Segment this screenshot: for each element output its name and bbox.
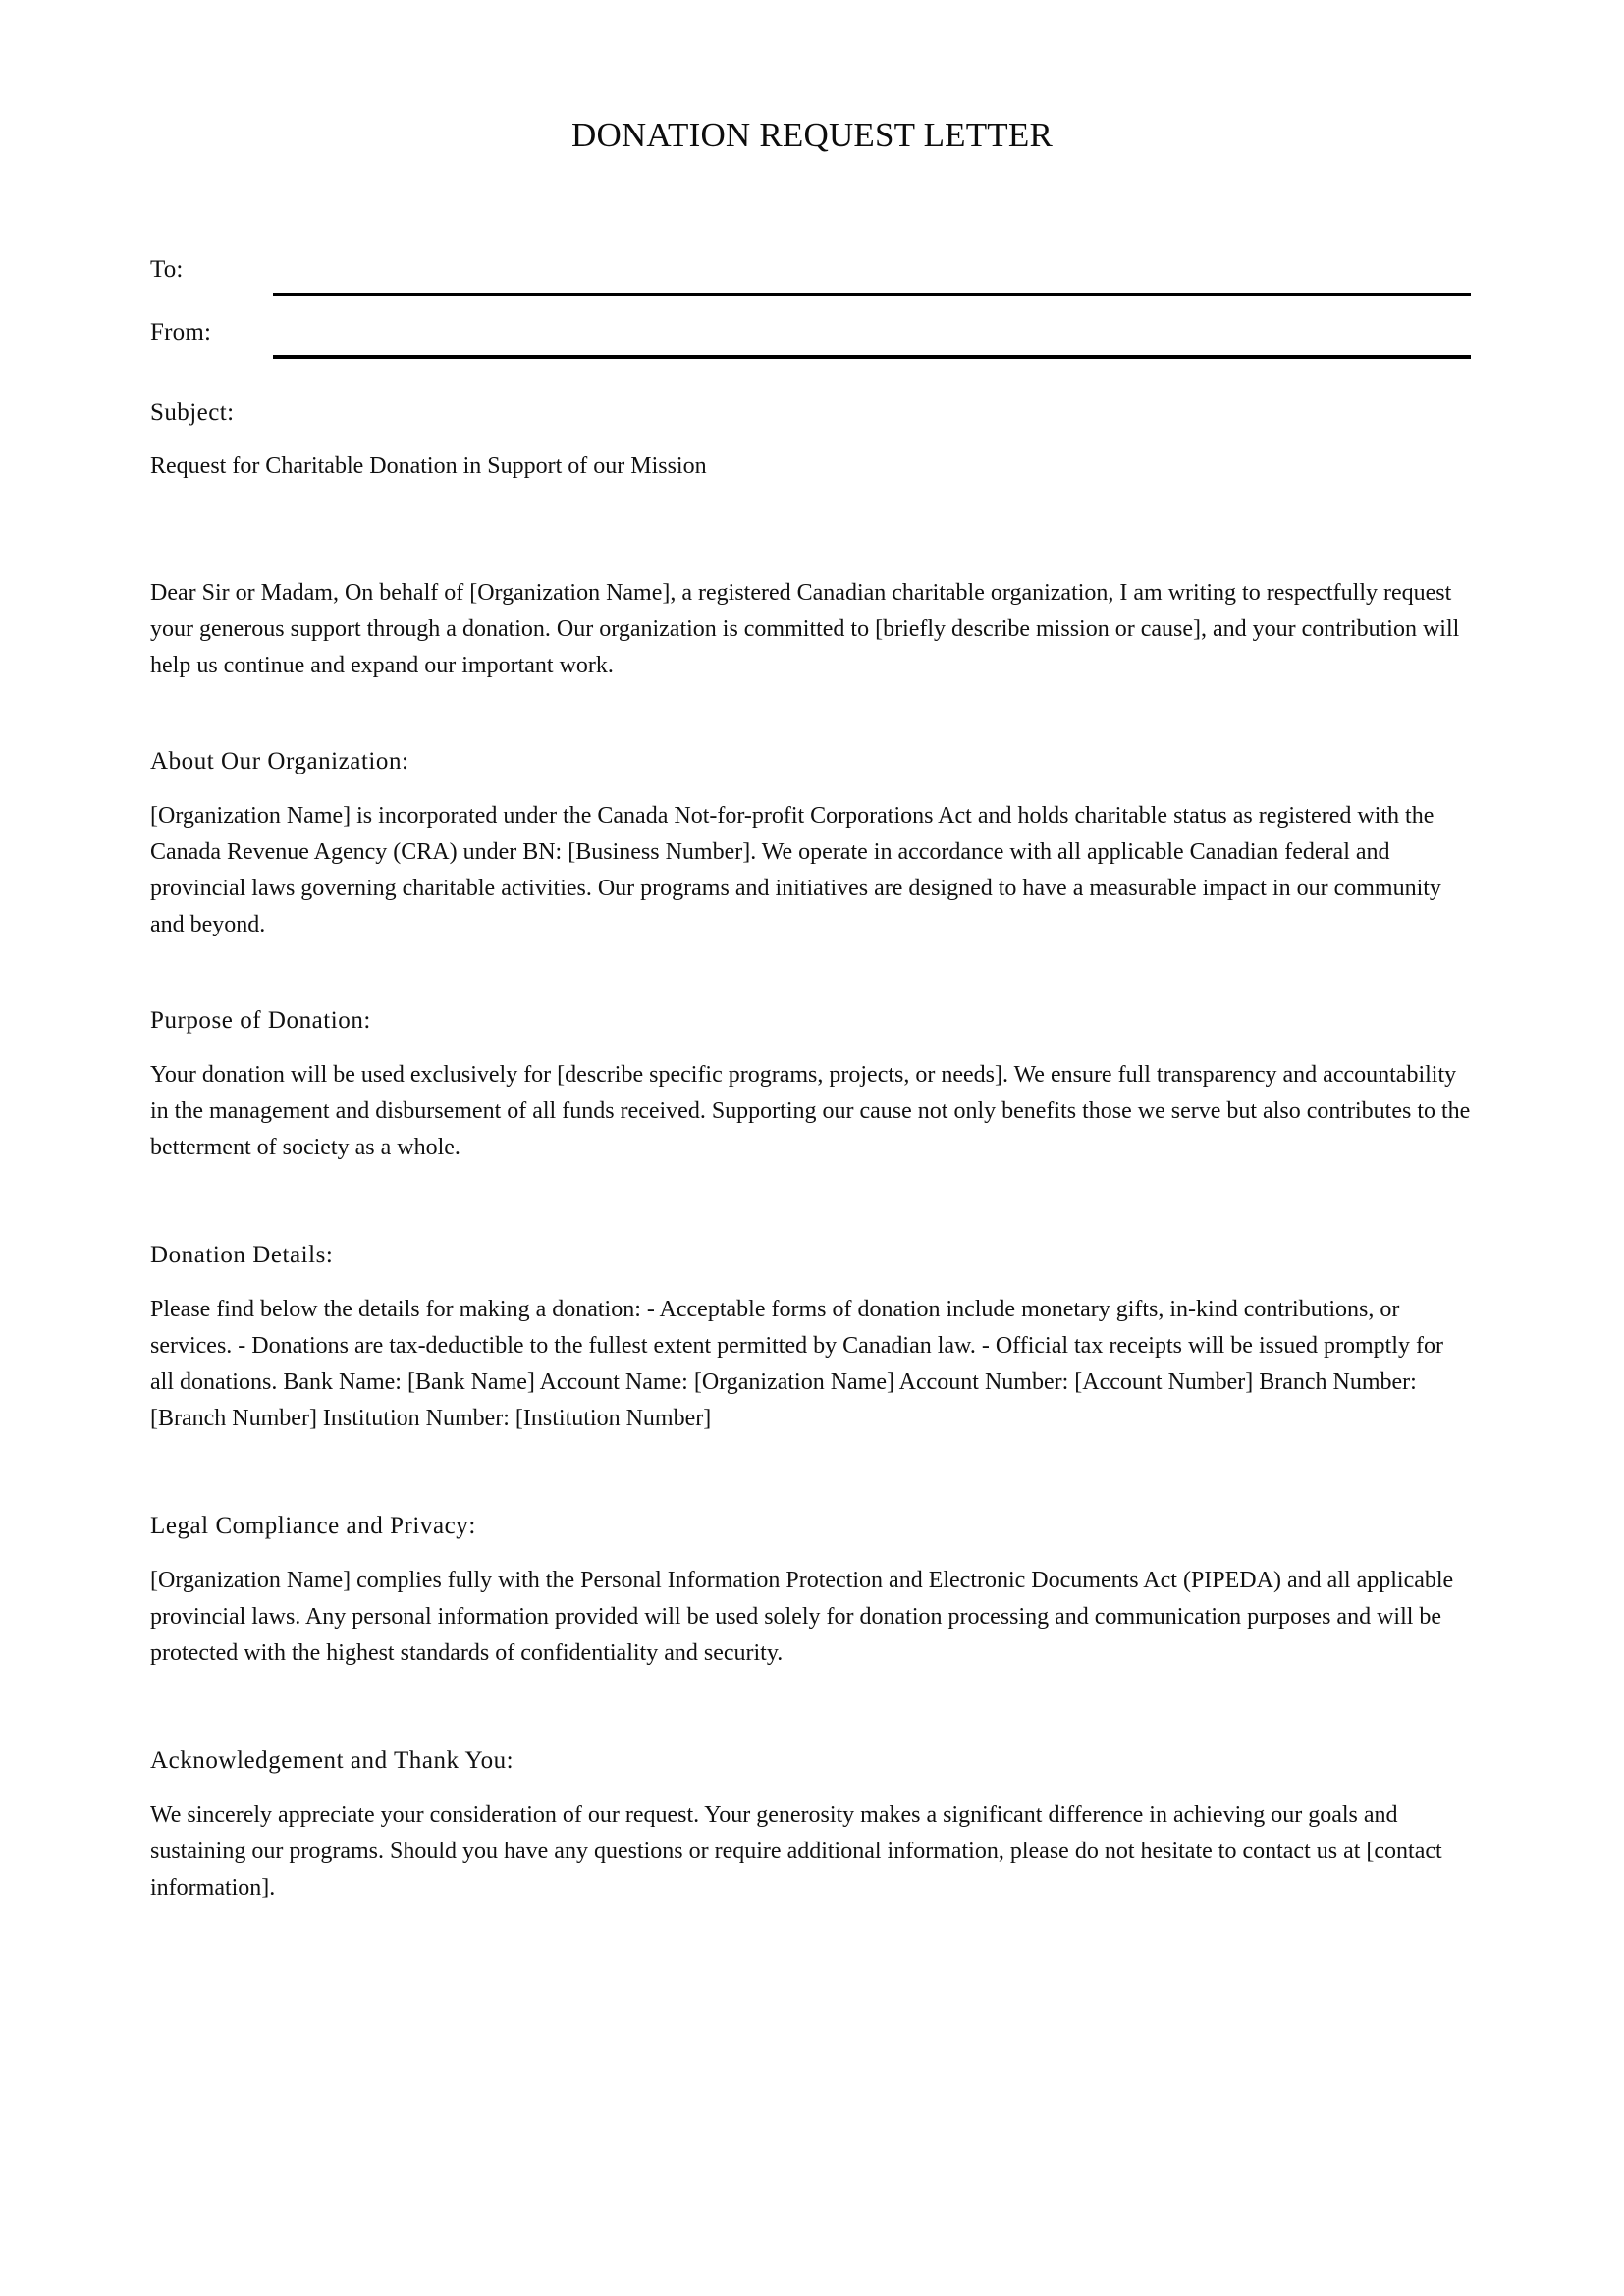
section-body-purpose-of-donation: Your donation will be used exclusively for [describe specific programs, projects, or needs]. We ensure full transparency and accountability in the management and disbursement of all funds received. Supporting our cause not only benefits those we serve but also contributes to the betterment of society as a whole. [150,1062,1471,1160]
letter-body [150,575,1471,1906]
section-purpose-of-donation [150,1008,1471,1166]
section-heading-about-our-organization: About Our Organization: [150,748,409,774]
section-body-legal-compliance-and-privacy: [Organization Name] complies fully with the Personal Information Protection and Electronic Documents Act (PIPEDA) and all applicable provincial laws. Any personal information provided will be used solely for donation processing and communication purposes and will be protected with the highest standards of confidentiality and security. [150,1568,1454,1666]
subject-value: Request for Charitable Donation in Support of our Mission [150,454,707,479]
section-body-donation-details: Please find below the details for making a donation: - Acceptable forms of donation include monetary gifts, in-kind contributions, or services. - Donations are tax-deductible to the fullest extent permitted by Canadian law. - Official tax receipts will be issued promptly for all donations. Bank Name: [Bank Name] Account Name: [Organization Name] Account Number: [Account Number] Branch Number: [Branch Number] Institution Number: [Institution Number] [150,1297,1443,1431]
section-heading-donation-details: Donation Details: [150,1242,334,1268]
section-body-acknowledgement-and-thank-you: We sincerely appreciate your consideration of our request. Your generosity makes a significant difference in achieving our goals and sustaining our programs. Should you have any questions or require additional information, please do not hesitate to contact us at [contact information]. [150,1802,1442,1900]
from-field-input-rule[interactable] [273,355,1471,359]
to-field-label: To: [150,256,184,283]
page-title: DONATION REQUEST LETTER [570,116,1054,154]
subject-block [150,400,1471,478]
section-heading-purpose-of-donation: Purpose of Donation: [150,1007,371,1034]
to-field-input-rule[interactable] [273,293,1471,296]
section-heading-legal-compliance-and-privacy: Legal Compliance and Privacy: [150,1513,476,1539]
section-heading-acknowledgement-and-thank-you: Acknowledgement and Thank You: [150,1747,514,1774]
section-legal-compliance-and-privacy [150,1514,1471,1672]
from-field-label: From: [150,319,212,346]
section-donation-details [150,1243,1471,1437]
to-field-row [150,257,1471,320]
lead-paragraph: Dear Sir or Madam, On behalf of [Organization Name], a registered Canadian charitable organization, I am writing to respectfully request your generous support through a donation. Our organization is committed to [briefly describe mission or cause], and your contribution will help us continue and expand our important work. [150,580,1460,678]
from-field-row [150,320,1471,383]
section-about-our-organization [150,749,1471,943]
section-acknowledgement-and-thank-you [150,1748,1471,1906]
subject-label: Subject: [150,400,235,426]
section-body-about-our-organization: [Organization Name] is incorporated under the Canada Not-for-profit Corporations Act and holds charitable status as registered with the Canada Revenue Agency (CRA) under BN: [Business Number]. We operate in accordance with all applicable Canadian federal and provincial laws governing charitable activities. Our programs and initiatives are designed to have a measurable impact in our community and beyond. [150,803,1441,937]
recipient-fields-block [150,257,1471,383]
